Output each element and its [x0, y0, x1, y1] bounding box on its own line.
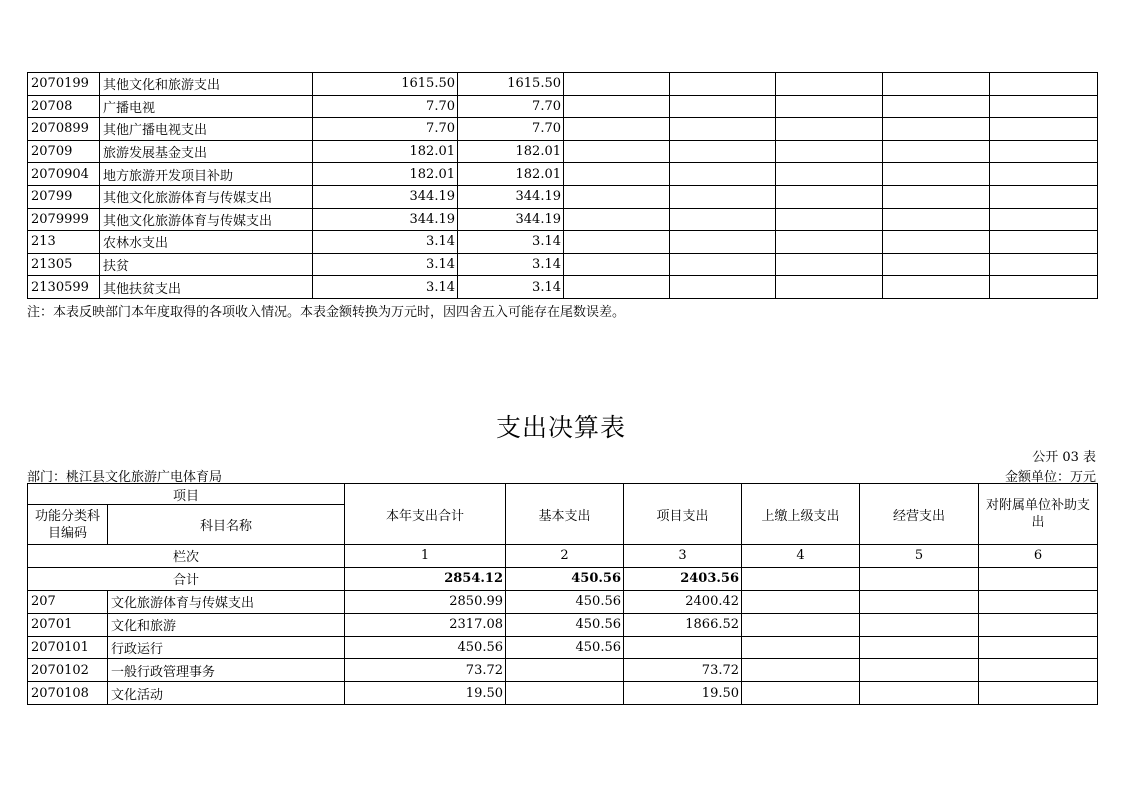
row-value: 7.70 — [458, 95, 564, 118]
row-project: 19.50 — [624, 682, 742, 705]
row-value: 3.14 — [458, 253, 564, 276]
empty-cell — [742, 590, 860, 613]
header-item: 项目 — [28, 484, 345, 505]
row-project: 2400.42 — [624, 590, 742, 613]
empty-cell — [564, 163, 670, 186]
empty-cell — [564, 73, 670, 96]
row-code: 2079999 — [28, 208, 100, 231]
empty-cell — [564, 208, 670, 231]
empty-cell — [776, 140, 883, 163]
header-row-1 — [28, 484, 1098, 505]
row-name: 扶贫 — [100, 253, 313, 276]
sum-business — [860, 567, 979, 590]
row-value: 182.01 — [313, 140, 458, 163]
col-num-4: 4 — [742, 545, 860, 568]
row-name: 旅游发展基金支出 — [100, 140, 313, 163]
row-value: 1615.50 — [458, 73, 564, 96]
header-code: 功能分类科目编码 — [28, 505, 108, 545]
row-value: 344.19 — [458, 208, 564, 231]
empty-cell — [883, 208, 990, 231]
row-value: 344.19 — [458, 185, 564, 208]
row-total: 2317.08 — [345, 613, 506, 636]
table-row — [28, 682, 1098, 705]
empty-cell — [670, 118, 776, 141]
sum-subsidy — [979, 567, 1098, 590]
empty-cell — [883, 140, 990, 163]
empty-cell — [883, 163, 990, 186]
row-value: 7.70 — [458, 118, 564, 141]
row-name: 农林水支出 — [100, 231, 313, 254]
col-num-2: 2 — [506, 545, 624, 568]
empty-cell — [979, 682, 1098, 705]
empty-cell — [883, 95, 990, 118]
empty-cell — [990, 276, 1098, 299]
empty-cell — [670, 231, 776, 254]
empty-cell — [670, 163, 776, 186]
empty-cell — [979, 613, 1098, 636]
empty-cell — [860, 590, 979, 613]
row-name: 其他扶贫支出 — [100, 276, 313, 299]
empty-cell — [990, 140, 1098, 163]
header-subsidy: 对附属单位补助支出 — [979, 484, 1098, 545]
table-row — [28, 231, 1098, 254]
table-note: 注：本表反映部门本年度取得的各项收入情况。本表金额转换为万元时，因四舍五入可能存在尾数误差。 — [27, 305, 626, 320]
empty-cell — [564, 140, 670, 163]
empty-cell — [990, 95, 1098, 118]
row-code: 2070108 — [28, 682, 108, 705]
row-code: 2070101 — [28, 636, 108, 659]
col-num-3: 3 — [624, 545, 742, 568]
empty-cell — [742, 682, 860, 705]
row-project: 1866.52 — [624, 613, 742, 636]
column-index-row — [28, 545, 1098, 568]
row-value: 182.01 — [313, 163, 458, 186]
table-row — [28, 590, 1098, 613]
row-basic: 450.56 — [506, 636, 624, 659]
empty-cell — [564, 253, 670, 276]
row-basic — [506, 659, 624, 682]
row-basic: 450.56 — [506, 590, 624, 613]
row-name: 其他文化和旅游支出 — [100, 73, 313, 96]
sum-row — [28, 567, 1098, 590]
empty-cell — [860, 682, 979, 705]
row-name: 其他文化旅游体育与传媒支出 — [100, 208, 313, 231]
row-name: 文化旅游体育与传媒支出 — [108, 590, 345, 613]
col-num-6: 6 — [979, 545, 1098, 568]
header-project: 项目支出 — [624, 484, 742, 545]
table-row — [28, 276, 1098, 299]
empty-cell — [883, 118, 990, 141]
row-name: 行政运行 — [108, 636, 345, 659]
empty-cell — [776, 208, 883, 231]
empty-cell — [670, 253, 776, 276]
row-name: 文化活动 — [108, 682, 345, 705]
empty-cell — [776, 276, 883, 299]
empty-cell — [990, 118, 1098, 141]
row-name: 文化和旅游 — [108, 613, 345, 636]
empty-cell — [979, 659, 1098, 682]
empty-cell — [564, 95, 670, 118]
row-value: 344.19 — [313, 185, 458, 208]
empty-cell — [564, 276, 670, 299]
row-basic — [506, 682, 624, 705]
empty-cell — [670, 95, 776, 118]
row-name: 一般行政管理事务 — [108, 659, 345, 682]
table-row — [28, 253, 1098, 276]
empty-cell — [860, 636, 979, 659]
sum-upper — [742, 567, 860, 590]
sum-project: 2403.56 — [624, 567, 742, 590]
empty-cell — [990, 185, 1098, 208]
row-project: 73.72 — [624, 659, 742, 682]
row-value: 3.14 — [313, 231, 458, 254]
unit-label: 金额单位：万元 — [1004, 470, 1096, 485]
table-row — [28, 185, 1098, 208]
empty-cell — [776, 118, 883, 141]
empty-cell — [979, 590, 1098, 613]
row-name: 其他广播电视支出 — [100, 118, 313, 141]
row-code: 2070904 — [28, 163, 100, 186]
empty-cell — [670, 185, 776, 208]
row-value: 3.14 — [313, 276, 458, 299]
empty-cell — [990, 163, 1098, 186]
department-label: 部门：桃江县文化旅游广电体育局 — [27, 470, 223, 485]
empty-cell — [776, 231, 883, 254]
page-title: 支出决算表 — [495, 413, 626, 442]
table-row — [28, 613, 1098, 636]
row-value: 3.14 — [458, 231, 564, 254]
empty-cell — [860, 613, 979, 636]
row-code: 2070199 — [28, 73, 100, 96]
row-value: 3.14 — [313, 253, 458, 276]
empty-cell — [670, 276, 776, 299]
top-income-table — [27, 72, 1098, 299]
table-row — [28, 636, 1098, 659]
header-total: 本年支出合计 — [345, 484, 506, 545]
table-row — [28, 140, 1098, 163]
expenditure-table — [27, 483, 1098, 705]
empty-cell — [883, 231, 990, 254]
sum-basic: 450.56 — [506, 567, 624, 590]
row-value: 7.70 — [313, 95, 458, 118]
empty-cell — [670, 140, 776, 163]
empty-cell — [776, 163, 883, 186]
header-basic: 基本支出 — [506, 484, 624, 545]
header-business: 经营支出 — [860, 484, 979, 545]
table-row — [28, 95, 1098, 118]
empty-cell — [990, 253, 1098, 276]
row-project — [624, 636, 742, 659]
empty-cell — [990, 73, 1098, 96]
row-code: 2130599 — [28, 276, 100, 299]
row-code: 2070102 — [28, 659, 108, 682]
row-code: 20799 — [28, 185, 100, 208]
table-row — [28, 163, 1098, 186]
empty-cell — [979, 636, 1098, 659]
row-code: 2070899 — [28, 118, 100, 141]
row-code: 213 — [28, 231, 100, 254]
col-num-5: 5 — [860, 545, 979, 568]
empty-cell — [742, 613, 860, 636]
row-value: 344.19 — [313, 208, 458, 231]
table-row — [28, 208, 1098, 231]
empty-cell — [883, 73, 990, 96]
table-code-label: 公开 03 表 — [1032, 450, 1096, 465]
empty-cell — [742, 659, 860, 682]
table-row — [28, 73, 1098, 96]
empty-cell — [670, 73, 776, 96]
table-row — [28, 118, 1098, 141]
empty-cell — [564, 118, 670, 141]
empty-cell — [742, 636, 860, 659]
row-total: 19.50 — [345, 682, 506, 705]
row-value: 1615.50 — [313, 73, 458, 96]
empty-cell — [990, 231, 1098, 254]
row-name: 地方旅游开发项目补助 — [100, 163, 313, 186]
empty-cell — [564, 185, 670, 208]
row-total: 2850.99 — [345, 590, 506, 613]
empty-cell — [776, 95, 883, 118]
row-value: 182.01 — [458, 140, 564, 163]
empty-cell — [860, 659, 979, 682]
empty-cell — [883, 253, 990, 276]
header-upper: 上缴上级支出 — [742, 484, 860, 545]
row-code: 20709 — [28, 140, 100, 163]
row-code: 21305 — [28, 253, 100, 276]
empty-cell — [776, 73, 883, 96]
column-index-label: 栏次 — [28, 545, 345, 568]
sum-total: 2854.12 — [345, 567, 506, 590]
row-name: 其他文化旅游体育与传媒支出 — [100, 185, 313, 208]
row-value: 7.70 — [313, 118, 458, 141]
row-name: 广播电视 — [100, 95, 313, 118]
row-value: 182.01 — [458, 163, 564, 186]
empty-cell — [883, 185, 990, 208]
row-basic: 450.56 — [506, 613, 624, 636]
row-code: 20708 — [28, 95, 100, 118]
empty-cell — [564, 231, 670, 254]
row-total: 73.72 — [345, 659, 506, 682]
table-row — [28, 659, 1098, 682]
sum-label: 合计 — [28, 567, 345, 590]
row-total: 450.56 — [345, 636, 506, 659]
empty-cell — [990, 208, 1098, 231]
empty-cell — [883, 276, 990, 299]
empty-cell — [776, 253, 883, 276]
empty-cell — [670, 208, 776, 231]
col-num-1: 1 — [345, 545, 506, 568]
empty-cell — [776, 185, 883, 208]
row-code: 20701 — [28, 613, 108, 636]
row-code: 207 — [28, 590, 108, 613]
row-value: 3.14 — [458, 276, 564, 299]
header-name: 科目名称 — [108, 505, 345, 545]
